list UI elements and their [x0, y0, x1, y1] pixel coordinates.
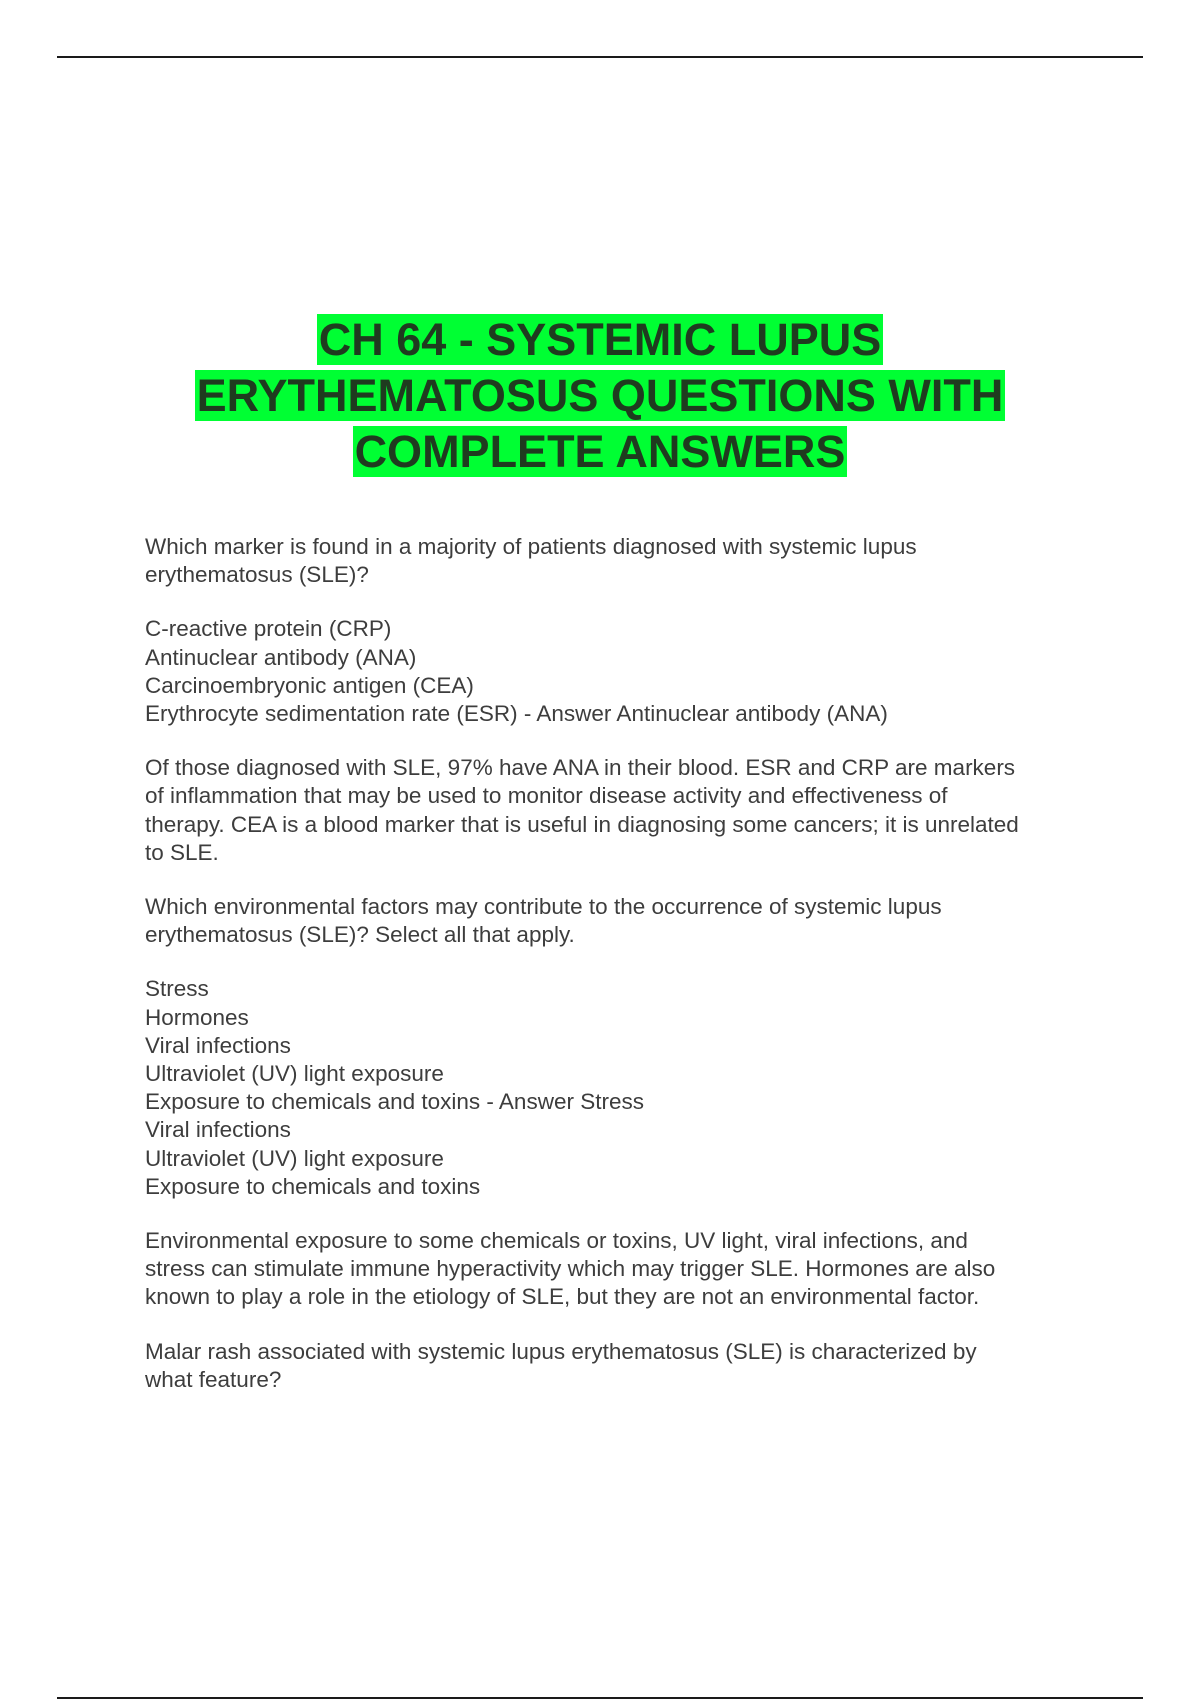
q2-question — [145, 893, 1095, 949]
q2-option: Ultraviolet (UV) light exposure — [145, 1061, 444, 1087]
q2-answer: Exposure to chemicals and toxins — [145, 1173, 481, 1199]
q2-answer: Ultraviolet (UV) light exposure — [145, 1145, 444, 1171]
q2-question-line: Which environmental factors may contribute to the occurrence of systemic lupus — [145, 894, 942, 920]
title-line-2: ERYTHEMATOSUS QUESTIONS WITH — [196, 370, 1004, 421]
q1-rationale-line: therapy. CEA is a blood marker that is useful in diagnosing some cancers; it is unrelated — [145, 811, 1019, 837]
q2-option: Hormones — [145, 1004, 249, 1030]
q1-rationale-line: to SLE. — [145, 839, 219, 865]
q3-question-line: what feature? — [145, 1366, 282, 1392]
q2-options — [145, 975, 1095, 1201]
q2-rationale-line: known to play a role in the etiology of SLE, but they are not an environmental factor. — [145, 1284, 980, 1310]
q2-question-line: erythematosus (SLE)? Select all that apply. — [145, 922, 575, 948]
q2-answer: Viral infections — [145, 1117, 291, 1143]
q1-option: Carcinoembryonic antigen (CEA) — [145, 672, 474, 698]
q1-rationale — [145, 754, 1095, 867]
header-rule — [57, 56, 1143, 58]
q1-rationale-line: of inflammation that may be used to monitor disease activity and effectiveness of — [145, 783, 948, 809]
q2-rationale-line: stress can stimulate immune hyperactivity which may trigger SLE. Hormones are also — [145, 1256, 996, 1282]
title-line-1: CH 64 - SYSTEMIC LUPUS — [318, 314, 882, 365]
document-body — [145, 533, 1095, 1420]
q1-option: C-reactive protein (CRP) — [145, 616, 392, 642]
q3-question — [145, 1338, 1095, 1394]
q2-option-with-answer: Exposure to chemicals and toxins - Answer Stress — [145, 1089, 644, 1115]
q1-question-line: erythematosus (SLE)? — [145, 562, 369, 588]
q3-question-line: Malar rash associated with systemic lupus erythematosus (SLE) is characterized by — [145, 1338, 977, 1364]
title-line-3: COMPLETE ANSWERS — [354, 426, 846, 477]
q1-question-line: Which marker is found in a majority of patients diagnosed with systemic lupus — [145, 534, 917, 559]
document-title — [100, 312, 1100, 480]
q1-question — [145, 533, 1095, 589]
q2-option: Stress — [145, 976, 209, 1002]
q1-option: Antinuclear antibody (ANA) — [145, 644, 417, 670]
q2-rationale-line: Environmental exposure to some chemicals or toxins, UV light, viral infections, and — [145, 1228, 968, 1254]
q1-option-with-answer: Erythrocyte sedimentation rate (ESR) - Answer Antinuclear antibody (ANA) — [145, 701, 888, 727]
footer-rule — [57, 1697, 1143, 1699]
q2-rationale — [145, 1227, 1095, 1312]
q1-rationale-line: Of those diagnosed with SLE, 97% have ANA in their blood. ESR and CRP are markers — [145, 755, 1016, 781]
q1-options — [145, 615, 1095, 728]
q2-option: Viral infections — [145, 1032, 291, 1058]
